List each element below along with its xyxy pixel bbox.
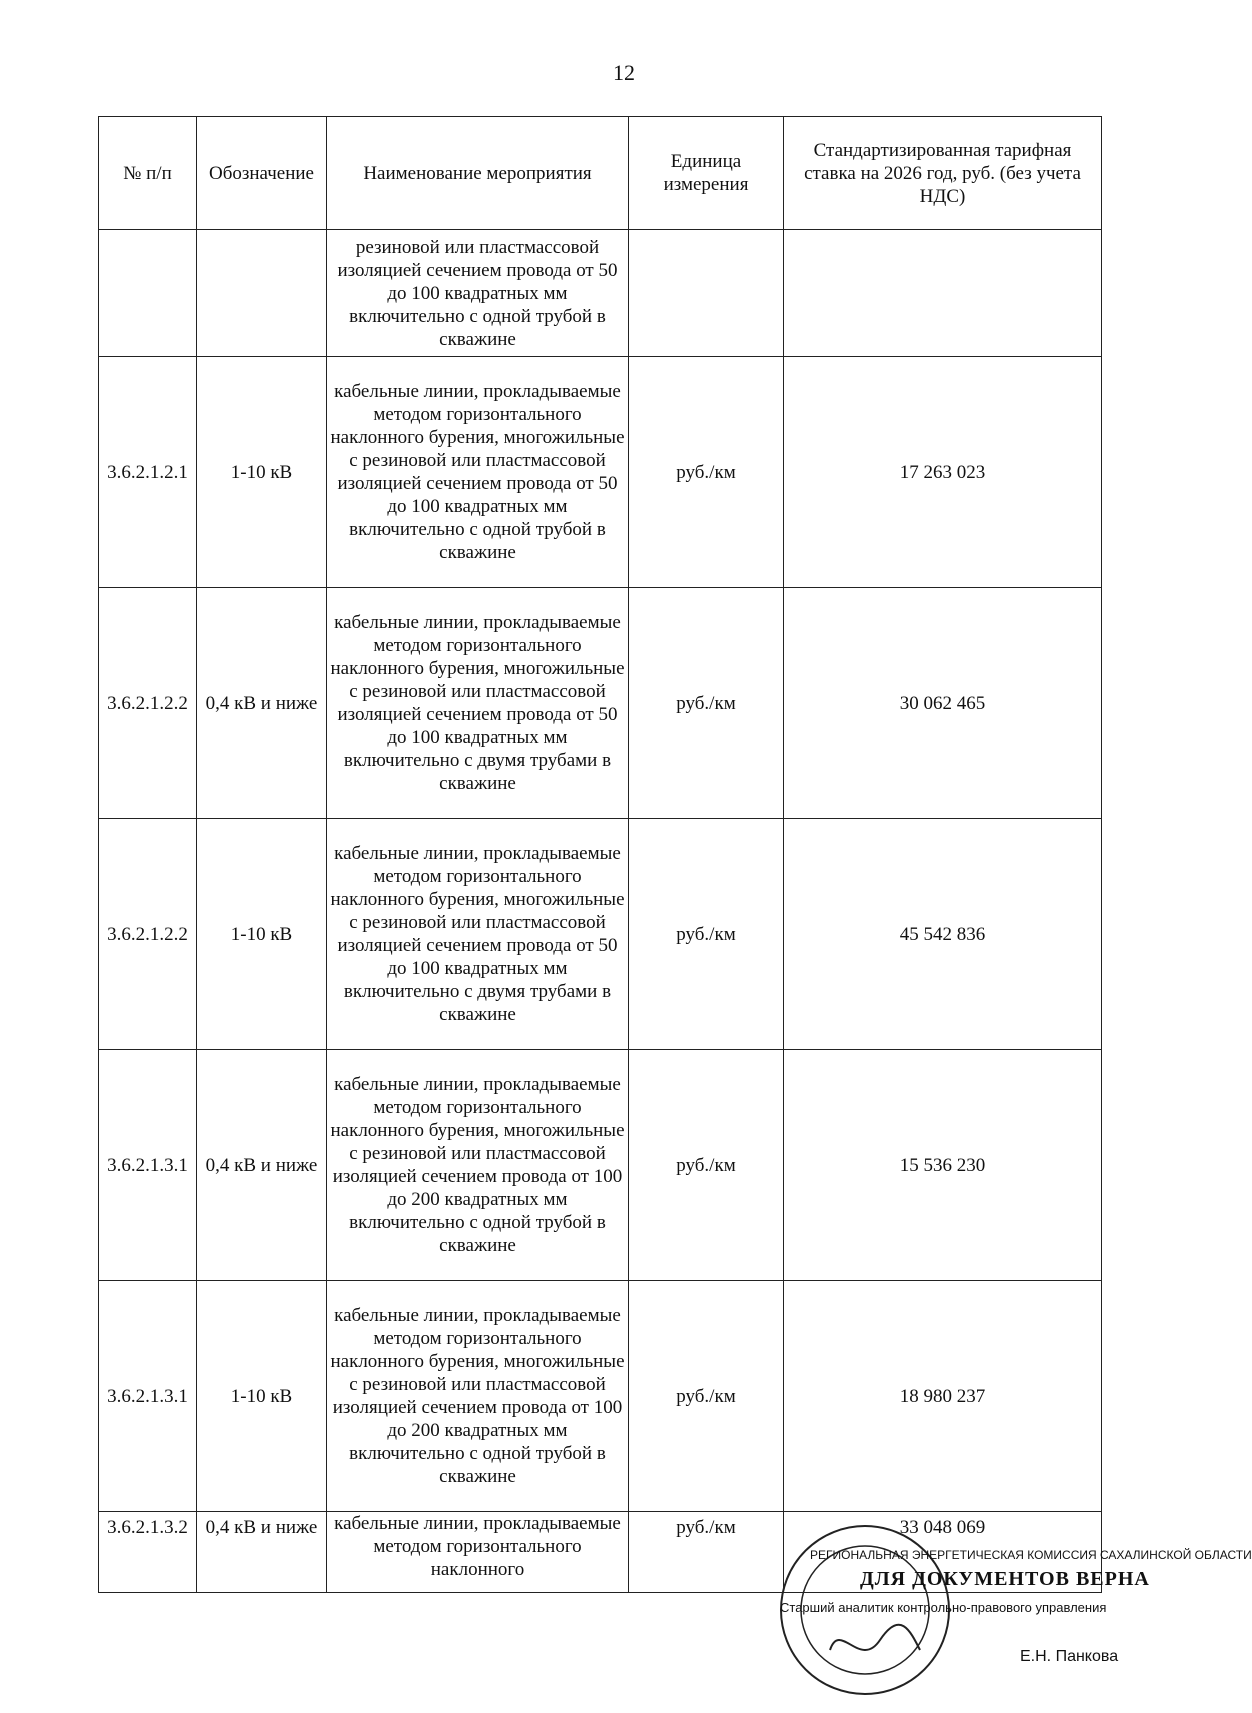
header-rate: Стандартизированная тарифная ставка на 2026 год, руб. (без учета НДС) (784, 117, 1102, 230)
header-unit: Единица измерения (629, 117, 784, 230)
table-row (99, 357, 1102, 588)
cell-rate: 45 542 836 (784, 819, 1102, 1050)
cell-name: кабельные линии, прокладываемые методом горизонтального наклонного (327, 1512, 629, 1593)
table-header-row (99, 117, 1102, 230)
cell-name: кабельные линии, прокладываемые методом горизонтального наклонного бурения, многожильные с резиновой или пластмассовой изоляцией сечением провода от 100 до 200 квадратных мм включительно с одной трубой в скважине (327, 1050, 629, 1281)
cell-unit: руб./км (629, 1050, 784, 1281)
cell-designation (197, 230, 327, 357)
cell-rate: 15 536 230 (784, 1050, 1102, 1281)
header-designation: Обозначение (197, 117, 327, 230)
stamp-certified-text: ДЛЯ ДОКУМЕНТОВ ВЕРНА (860, 1568, 1150, 1590)
cell-unit (629, 230, 784, 357)
cell-rate (784, 230, 1102, 357)
cell-unit: руб./км (629, 357, 784, 588)
tariff-table (98, 116, 1102, 1593)
cell-designation: 1-10 кВ (197, 1281, 327, 1512)
stamp-organization: РЕГИОНАЛЬНАЯ ЭНЕРГЕТИЧЕСКАЯ КОМИССИЯ САХАЛИНСКОЙ ОБЛАСТИ (810, 1548, 1252, 1562)
cell-designation: 0,4 кВ и ниже (197, 1050, 327, 1281)
certification-stamp (770, 1500, 1252, 1710)
cell-name: кабельные линии, прокладываемые методом горизонтального наклонного бурения, многожильные с резиновой или пластмассовой изоляцией сечением провода от 50 до 100 квадратных мм включительно с двумя трубами в скважине (327, 588, 629, 819)
cell-name: резиновой или пластмассовой изоляцией сечением провода от 50 до 100 квадратных мм включительно с одной трубой в скважине (327, 230, 629, 357)
cell-num (99, 230, 197, 357)
header-name: Наименование мероприятия (327, 117, 629, 230)
table-row-continuation (99, 230, 1102, 357)
table-row (99, 1050, 1102, 1281)
cell-designation: 0,4 кВ и ниже (197, 1512, 327, 1593)
cell-rate: 18 980 237 (784, 1281, 1102, 1512)
cell-unit: руб./км (629, 1512, 784, 1593)
cell-unit: руб./км (629, 1281, 784, 1512)
cell-num: 3.6.2.1.2.2 (99, 819, 197, 1050)
cell-designation: 1-10 кВ (197, 819, 327, 1050)
cell-name: кабельные линии, прокладываемые методом горизонтального наклонного бурения, многожильные с резиновой или пластмассовой изоляцией сечением провода от 50 до 100 квадратных мм включительно с двумя трубами в скважине (327, 819, 629, 1050)
stamp-position: Старший аналитик контрольно-правового управления (780, 1600, 1107, 1615)
cell-unit: руб./км (629, 588, 784, 819)
cell-num: 3.6.2.1.3.1 (99, 1281, 197, 1512)
cell-designation: 0,4 кВ и ниже (197, 588, 327, 819)
cell-num: 3.6.2.1.3.1 (99, 1050, 197, 1281)
table-row (99, 819, 1102, 1050)
cell-num: 3.6.2.1.3.2 (99, 1512, 197, 1593)
cell-rate: 17 263 023 (784, 357, 1102, 588)
header-num: № п/п (99, 117, 197, 230)
cell-name: кабельные линии, прокладываемые методом горизонтального наклонного бурения, многожильные с резиновой или пластмассовой изоляцией сечением провода от 100 до 200 квадратных мм включительно с одной трубой в скважине (327, 1281, 629, 1512)
cell-rate: 30 062 465 (784, 588, 1102, 819)
table-row (99, 588, 1102, 819)
cell-name: кабельные линии, прокладываемые методом горизонтального наклонного бурения, многожильные с резиновой или пластмассовой изоляцией сечением провода от 50 до 100 квадратных мм включительно с одной трубой в скважине (327, 357, 629, 588)
page-number: 12 (613, 60, 635, 85)
cell-unit: руб./км (629, 819, 784, 1050)
cell-num: 3.6.2.1.2.2 (99, 588, 197, 819)
stamp-signer: Е.Н. Панкова (1020, 1648, 1119, 1665)
table-row (99, 1281, 1102, 1512)
cell-rate: 33 048 069 (784, 1512, 1102, 1593)
cell-designation: 1-10 кВ (197, 357, 327, 588)
cell-num: 3.6.2.1.2.1 (99, 357, 197, 588)
signature (830, 1625, 920, 1650)
